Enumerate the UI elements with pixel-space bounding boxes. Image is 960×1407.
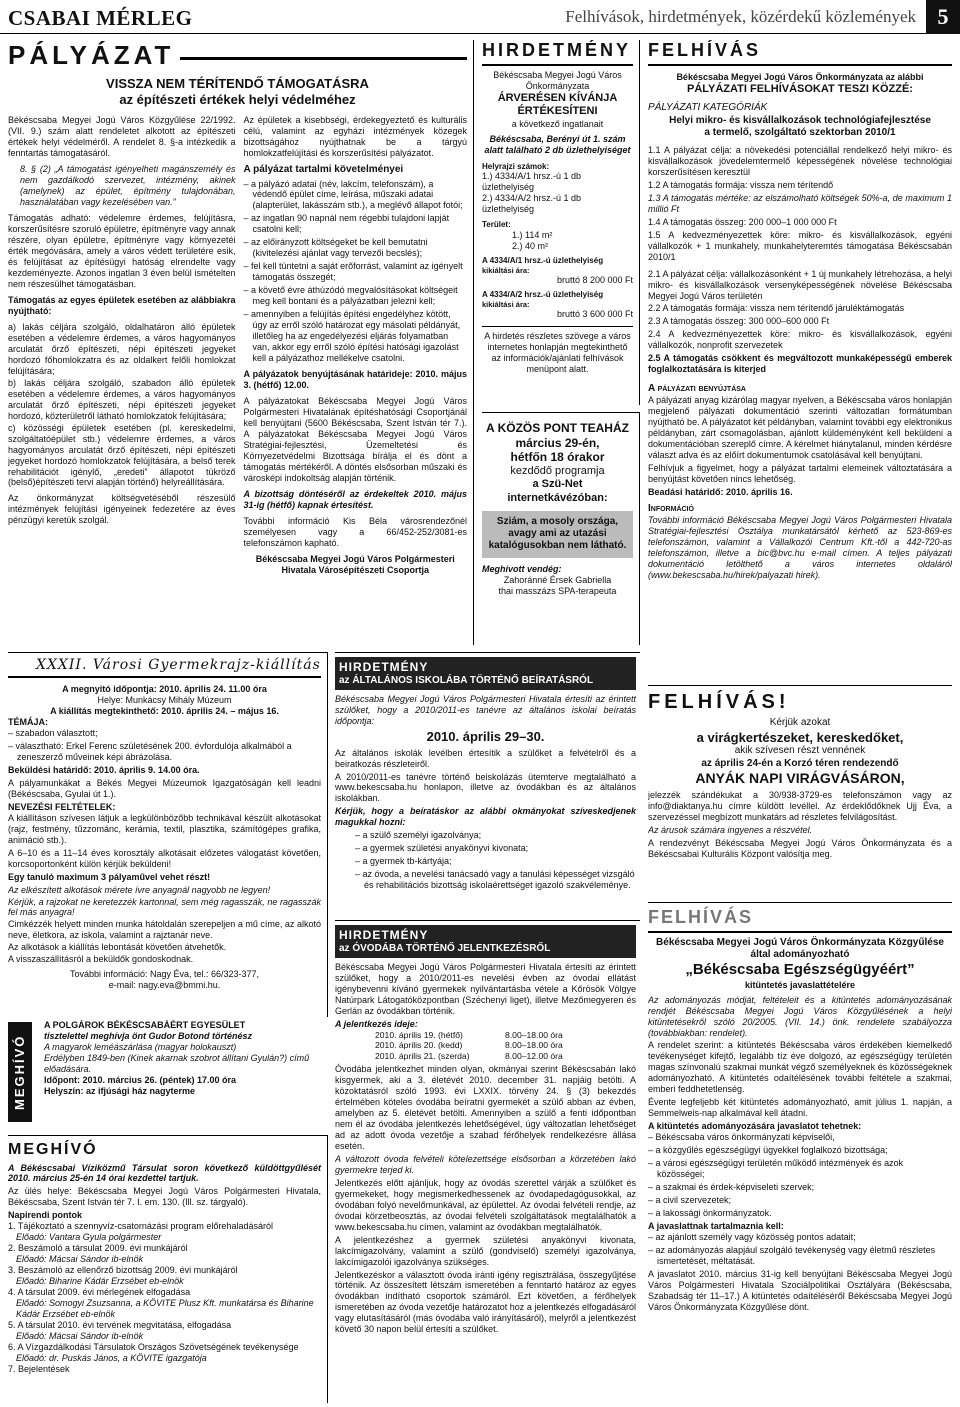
- list-item: 1.4 A támogatás összeg: 200 000–1 000 000 Ft: [648, 216, 837, 227]
- list-item: Előadó: Vantara Gyula polgármester: [16, 1232, 162, 1243]
- terulet-label: Terület:: [482, 220, 511, 230]
- palyazat-req-title: A pályázat tartalmi követelményei: [243, 164, 404, 176]
- meghivo-vertical-label: MEGHÍVÓ: [8, 1022, 32, 1122]
- palyazat-article: [8, 40, 474, 645]
- kikialtas-2-label: A 4334/A/2 hrsz.-ú üzlethelyiség: [482, 289, 604, 299]
- list-item: 3. Beszámoló az ellenőrző bizottság 2009. évi munkájáról: [8, 1265, 238, 1276]
- palyazat-merteke: Támogatás az egyes épületek esetében az alábbiakra nyújtható:: [8, 294, 236, 316]
- list-item: – a gyermek születési anyakönyvi kivonata;: [355, 843, 636, 854]
- felhivas3-l6: Évente legfeljebb két kitüntetés adományozható, amit július 1. napján, a Semmelweis-nap alkalmával kell átadni.: [648, 1097, 952, 1119]
- felhivas3-l3: kitüntetés javaslattételére: [744, 979, 856, 990]
- hird2-p1: Békéscsaba Megyei Jogú Város Polgármesteri Hivatala értesíti az érintett szülőket, hogy a 2010/2011-es tanévre az általános iskolai beíratás időpontja:: [335, 693, 636, 726]
- hrsz-label: Helyrajzi számok:: [482, 161, 550, 171]
- palyazat-col2a: Az épületek a kisebbségi, érdekegyeztető és kulturális célú, valamint az egyházi intézmények közegek bizottságához nyújthatnak be a tárgyú homlokzatfelújítási és korszerűsítési pályázatot.: [243, 115, 467, 159]
- list-item: – választható: Erkel Ferenc születésének 200. évfordulója alkalmából a zeneszerző műveinek képi ábrázolása.: [8, 741, 321, 763]
- list-item: – Békéscsaba város önkormányzati képviselői,: [648, 1132, 952, 1143]
- palyazat-sub2: az építészeti értékek helyi védelméhez: [119, 91, 356, 107]
- list-item: – a városi egészségügyi területén működő intézmények és azok közösségei;: [648, 1158, 952, 1180]
- felhivas3-l9: A javaslatot 2010. március 31-ig kell benyújtani Békéscsaba Megyei Jogú Város Polgármesteri Hivatala Szociálpolitikai Osztályára (Békéscsaba, Szabadság tér 11–17.) A kitüntetés odaítéléséről Békéscsaba Megyei Jogú Város Önkormányzata Közgyűlése dönt.: [648, 1268, 952, 1312]
- felhivas2-l3: akik szívesen részt vennének: [734, 745, 866, 757]
- hirdetmeny-foot: A hirdetés részletes szövege a város internetes honlapján megtekinthető az információk/ajánlati felhívások menüpont alatt.: [484, 330, 631, 374]
- list-item: – a közgyűlés egészségügyi ügyekkel foglalkozó bizottsága;: [648, 1145, 952, 1156]
- meghivo2-l3: Napirendi pontok: [8, 1210, 82, 1221]
- list-item: – az óvoda, a nevelési tanácsadó vagy a tanulási képességet vizsgáló és rehabilitációs bizottság iskolaérettséget igazoló szakvéleménye.: [355, 869, 636, 891]
- palyazat-title: PÁLYÁZAT: [8, 40, 175, 70]
- teahaz-g3: katalógusokban nem látható.: [488, 540, 627, 552]
- hrsz-2: 2.) 4334/A/2 hrsz.-ú 1 db üzlethelyiség: [482, 193, 582, 215]
- table-row: [375, 1051, 636, 1061]
- table-cell: 8.00–18.00 óra: [505, 1040, 563, 1051]
- hirdetmeny-l3: a következő ingatlanait: [511, 118, 604, 129]
- meghivo1-l1: A POLGÁROK BÉKÉSCSABÁÉRT EGYESÜLET: [44, 1020, 246, 1030]
- list-item: 1.3 A támogatás mértéke: az elszámolható költségek 50%-a, de maximum 1 millió Ft: [648, 192, 952, 214]
- palyazat-b: b) lakás céljára szolgáló, szabadon álló épületek esetében a védelemre érdemes, a város hagyományos arculatát őrző építészeti, népi építészeti jegyeket hordozó, közterületről látható homlokzatok felújítására;: [8, 377, 236, 421]
- beadasi-hatarido: Beadási határidő: 2010. április 16.: [648, 487, 793, 498]
- gyermekrajz-l2: Helye: Munkácsy Mihály Múzeum: [97, 695, 232, 706]
- palyazat-sign: Békéscsaba Megyei Jogú Város Polgármesteri Hivatala Városépítészeti Csoportja: [255, 553, 455, 575]
- teahaz-t5: a Szü-Net: [532, 478, 583, 491]
- list-item: 1. Tájékoztató a szennyvíz-csatornázási program előrehaladásáról: [8, 1221, 273, 1232]
- list-item: – a szülő személyi igazolványa;: [355, 830, 636, 841]
- page-number: 5: [926, 0, 960, 34]
- felhivas2-l5: ANYÁK NAPI VIRÁGVÁSÁRON,: [695, 769, 905, 786]
- info-title: Információ: [648, 503, 694, 515]
- teahaz-v2: Zahoránné Érsek Gabriella: [503, 574, 612, 585]
- meghivo1-l4: Erdélyben 1849-ben (Kinek akarnak szobrot állítani Gyulán?) című előadására.: [44, 1052, 310, 1074]
- hirdetmeny-arveres: [482, 40, 640, 405]
- felhivas1-title: FELHÍVÁS: [648, 40, 952, 66]
- jelentkezes-table: [335, 1030, 636, 1061]
- gyermekrajz-egy: Egy tanuló maximum 3 pályaművel vehet részt!: [8, 871, 211, 882]
- teahaz-v1: Meghívott vendég:: [482, 563, 562, 574]
- gyermekrajz-it1: Az elkészített alkotások mérete ívre anyagnál nagyobb ne legyen!: [8, 884, 271, 895]
- felhivas1-l4: Helyi mikro- és kisvállalkozások technológiafejlesztése a termelő, szolgáltató szektorban 2010/1: [669, 114, 931, 138]
- hird3-subtitle: az ÓVODÁBA TÖRTÉNŐ JELENTKEZÉSRŐL: [339, 942, 551, 954]
- gyermekrajz-l3: A kiállítás megtekinthető: 2010. április 24. – május 16.: [50, 706, 279, 717]
- felhivas1-l2: PÁLYÁZATI FELHÍVÁSOKAT TESZI KÖZZÉ:: [687, 82, 913, 95]
- meghivo-vizikozmu: [8, 1135, 328, 1403]
- hird3-p6: Jelentkezéskor a választott óvoda iránti igény regisztrálása, összegyűjtése történik. Az összesített létszám ismeretében a fenntartó határoz az egyes óvodákban indítható csoportok számáról. Ezt követően, a férőhelyek ismeretében az óvoda vezetője határozatot hoz a jelentkezés elfogadásáról vagy elutasításáról (más óvodába való irányításáról), melyről a jelentkezést követő 30 napon belül értesíti a szülőket.: [335, 1269, 636, 1335]
- teahaz-t4: kezdődő programja: [510, 464, 605, 477]
- newspaper-title: CSABAI MÉRLEG: [8, 6, 193, 30]
- gyermekrajz-it2: Kérjük, a rajzokat ne keretezzék kartonnal, sem még ragasszák, ne ragasszák fel más anyagra!: [8, 896, 321, 918]
- felhivas-viragvasar: [648, 685, 952, 897]
- felhivas2-l1: Kérjük azokat: [769, 717, 831, 729]
- palyazat-req-list: [244, 179, 468, 365]
- terulet-1: 1.) 114 m²: [512, 229, 553, 240]
- hird2-subtitle: az ÁLTALÁNOS ISKOLÁBA TÖRTÉNŐ BEÍRATÁSRÓL: [339, 674, 594, 686]
- felhivas3-l8: A javaslattnak tartalmaznia kell:: [648, 1221, 784, 1231]
- felhivas1-items: [648, 145, 952, 375]
- hird3-p3: A változott óvoda felvételi kötelezettsége elsősorban a körzetében lakó gyermekre terjed ki.: [335, 1153, 636, 1175]
- teahaz-t2: március 29-én,: [515, 435, 600, 450]
- list-item: – az adományozás alapjául szolgáló tevékenység vagy életmű részletes ismertetését, méltatását.: [648, 1245, 952, 1267]
- teahaz-ad: [482, 412, 640, 645]
- felhivas3-l5: A rendelet szerint: a kitüntetés Békéscsaba város érdekében kiemelkedő tevékenységet kifejtő, legalább tíz éve dolgozó, az egészségügy területén magas színvonalú szakmai munkát végző személyeknek és közösségeknek adományozható. A kitüntetés odaítélésének további feltétele a szakmai, emberi feddhetetlenség.: [648, 1040, 952, 1095]
- hirdetmeny-l1: Békéscsaba Megyei Jogú Város Önkormányzata: [493, 69, 622, 91]
- gyermekrajz-nev2: A 6–10 és a 11–14 éves korosztály alkotásait előzetes válogatást követően, korcsoportonként külön kérjük beküldeni!: [8, 847, 321, 869]
- list-item: Előadó: Mácsai Sándor ib-elnök: [16, 1254, 144, 1265]
- hirdetmeny-ovoda: [335, 920, 640, 1402]
- table-cell: 2010. április 19. (hétfő): [375, 1029, 463, 1040]
- hird3-p2: Óvodába jelentkezhet minden olyan, okmányai szerint Békéscsabán lakó kisgyermek, aki a 3. életévét 2010. december 31. napjáig betölti. A közoktatásról szóló 1993. évi LXXIX. törvény 24. § (3) bekezdés értelmében köteles óvodába beíratni gyermekét a szülő abban az évben, amelyben az 5. életévét betölti. Amennyiben a szülő a fenti időpontban nem él az óvodába jelentkezés lehetőségével, úgy változatlan lehetőséget ad az adott óvoda vezetője a szabad férőhelyek rendelkezésre állása esetén.: [335, 1064, 636, 1151]
- list-item: 2.5 A támogatás csökkent és megváltozott munkaképességű emberek foglalkoztatására is kiterjed: [648, 353, 952, 375]
- teahaz-g2: avagy ami az utazási: [508, 528, 607, 540]
- felhivas2-l7: Az árusok számára ingyenes a részvétel.: [648, 824, 813, 835]
- list-item: – a civil szervezetek;: [648, 1195, 952, 1206]
- kikialtas-1-label: A 4334/A/1 hrsz.-ú üzlethelyiség: [482, 255, 604, 265]
- list-item: – a lakossági önkormányzatok.: [648, 1208, 952, 1219]
- info-text: További információ Békéscsaba Megyei Jogú Város Polgármesteri Hivatala Stratégiai-fejlesztési Osztálya munkatársától kérhető az 523-869-es telefonszámon, valamint a Vállalkozói Centrum Kft.-től a 442-720-as telefonszámon, illetve a bic@bvc.hu e-mail címen. A teljes pályázati dokumentáció letölthető a város internetes oldaláról (www.bekescsaba.hu/hirek/palyazati hirek).: [648, 515, 952, 581]
- kikialtas-1-sub: kikiáltási ára:: [482, 265, 530, 275]
- list-item: 4. A társulat 2009. évi mérlegének elfogadása: [8, 1287, 191, 1298]
- felhivas3-l2: „Békéscsaba Egészségügyéért”: [685, 961, 915, 979]
- list-item: – a pályázó adatai (név, lakcím, telefonszám), a védendő épület címe, leírása, műszaki adatai (alapterület, lakásszám stb.), a meglévő állapot fotói;: [244, 179, 468, 212]
- felhivas1-l1: Békéscsaba Megyei Jogú Város Önkormányzata az alábbi: [676, 71, 924, 82]
- gyermekrajz-nev-title: NEVEZÉSI FELTÉTELEK:: [8, 801, 116, 812]
- gyermekrajz-cimk: Cimkézzék helyett minden munka hátoldalán szerepeljen a mű címe, az alkotó neve, életkora, az iskola, valamint a rajztanár neve.: [8, 919, 321, 941]
- teahaz-v3: thai masszázs SPA-terapeuta: [498, 585, 617, 596]
- felhivas2-title: FELHÍVÁS!: [648, 691, 790, 713]
- list-item: – fel kell tüntetni a saját erőforrást, valamint az igényelt támogatás összegét;: [244, 261, 468, 283]
- terulet-2: 2.) 40 m²: [512, 240, 549, 251]
- felhivas-palyazati: [648, 40, 952, 680]
- felhivas-egeszsegugy: [648, 902, 952, 1402]
- list-item: 2.4 A kedvezményezettek köre: mikro- és kisvállalkozások, egyéni vállalkozók, nonprofit szervezetek: [648, 329, 952, 351]
- hird3-jelentkezes-title: A jelentkezés ideje:: [335, 1018, 418, 1029]
- gyermekrajz-temak: TÉMÁJA:: [8, 716, 48, 727]
- felhivas2-l8: A rendezvényt Békéscsaba Megyei Jogú Város Önkormányzata és a Békéscsabai Kulturális Központ valósítja meg.: [648, 837, 952, 859]
- list-item: Előadó: Mácsai Sándor ib-elnök: [16, 1331, 144, 1342]
- list-item: 1.5 A kedvezményezettek köre: mikro- és kisvállalkozások, egyéni vállalkozók + 1 munkahely, munkahelyteremtés támogatása Békéscsabán 2010/1: [648, 229, 952, 262]
- meghivo1-l3: A magyarok leméászárlása (magyar holokauszt): [44, 1041, 237, 1052]
- list-item: Előadó: Biharinе Kádár Erzsébet eb-elnök: [16, 1276, 184, 1287]
- list-item: – az ingatlan 90 napnál nem régebbi tulajdoni lapját csatolni kell;: [244, 213, 468, 235]
- hird2-p4: Kérjük, hogy a beíratáskor az alábbi okmányokat szíveskedjenek magukkal hozni:: [335, 806, 636, 828]
- hird3-p5: A jelentkezéshez a gyermek születési anyakönyvi kivonata, lakcímigazolvány, valamint a szülő (gondviselő) személyi igazolványa, lakcímigazolói igazolványa szükséges.: [335, 1234, 636, 1267]
- list-item: – az előirányzott költségeket be kell bemutatni (kivitelezési ajánlat vagy tervezői becslés);: [244, 237, 468, 259]
- list-item: 1.2 A támogatás formája: vissza nem térítendő: [648, 179, 834, 190]
- list-item: 5. A társulat 2010. évi tervének megvitatása, elfogadása: [8, 1320, 232, 1331]
- gyermekrajz-alk: Az alkotások a kiállítás lebontását követően átvehetők.: [8, 942, 227, 953]
- list-item: – a szakmai és érdek-képviseleti szervek;: [648, 1182, 952, 1193]
- gyermekrajz-bekuld: Beküldési határidő: 2010. április 9. 14.00 óra.: [8, 764, 200, 775]
- meghivo1-l5: Időpont: 2010. március 26. (péntek) 17.00 óra: [44, 1074, 237, 1085]
- list-item: – a követő évre áthúzódó megvalósításokat költségeit meg kell bontani és a pályázatban jelezni kell;: [244, 285, 468, 307]
- palyazat-deadline: A pályázatok benyújtásának határideje: 2010. május 3. (hétfő) 12.00.: [243, 369, 467, 390]
- gyermekrajz-title: XXXII. Városi Gyermekrajz-kiállítás: [8, 657, 321, 678]
- list-item: 7. Bejelentések: [8, 1363, 70, 1374]
- list-item: Előadó: Somogyi Zsuzsanna, a KÖVITE Plusz Kft. munkatársa és Biharinе Kádár Erzsébet eb-elnök: [16, 1298, 314, 1320]
- table-cell: 2010. április 21. (szerda): [375, 1050, 470, 1061]
- gyermekrajz-cim: A pályamunkákat a Békés Megyei Múzeumok Igazgatóságán kell leadni (Békéscsaba, Gyulai út 1.).: [8, 777, 321, 799]
- hird2-title: HIRDETMÉNY: [339, 660, 429, 674]
- meghivo1-l2: tisztelettel meghívja önt Gudor Botond történész: [44, 1030, 253, 1041]
- hirdetmeny-l4: Békéscsaba, Berényi út 1. szám alatt található 2 db üzlethelyiséget: [484, 133, 631, 155]
- felhivas3-l1: Békéscsaba Megyei Jogú Város Önkormányzata Közgyűlése által adományozható: [656, 936, 944, 961]
- benyujt-text2: Felhívjuk a figyelmet, hogy a pályázat tartalmi elemeinek változtatására a benyújtást követően nincs lehetőség.: [648, 463, 952, 485]
- list-item: 2.1 A pályázat célja: vállalkozásonként + 1 új munkahely létrehozása, a helyi mikro- és kisvállalkozások versenyképességének növelése Békéscsaba Megyei Jogú Város területén: [648, 268, 952, 301]
- teahaz-t3: hétfőn 18 órakor: [510, 450, 605, 465]
- palyazat-c: c) közösségi épületek esetében (pl. kereskedelmi, szolgáltatóépület stb.) védelemre érdemes, a város hagyományos arculatát őrző építészeti, népi építészeti jegyeket hordozó homlokzatok felújítására, a belső terek rehabilitációt igénylő, „eredeti” állapotot tükröző (belső)építészeti tervi alapján történő) helyreállítására.: [8, 422, 236, 488]
- table-cell: 8.00–12.00 óra: [505, 1050, 563, 1061]
- gyermekrajz-mail: e-mail: nagy.eva@bmmi.hu.: [108, 980, 221, 991]
- hird3-p1: Békéscsaba Megyei Jogú Város Polgármesteri Hivatala értesíti az érintett szülőket, hogy a 2010/2011-es nevelési évben az óvodai ellátást igénybevenni kívánó gyermekek nyilvántartásba vétele a Kőrösök Völgye Natúrpark Látogatóközpontban (Széchenyi liget), illetve Mezőmegyeren és Gerlán az óvodákban történik.: [335, 961, 636, 1016]
- hird2-date: 2010. április 29–30.: [426, 728, 545, 744]
- list-item: – a gyermek tb-kártyája;: [355, 856, 636, 867]
- palyazat-a: a) lakás céljára szolgáló, oldalhatáron álló épületek esetében a védelemre érdemes, a város hagyományos arculatát őrző építészeti, népi építészeti jegyeket hordozó főhomlokzatra és az oldalkert felőli homlokzat felújítására;: [8, 321, 236, 376]
- felhivas2-l6: jelezzék szándékukat a 30/938-3729-es telefonszámon vagy az info@diaktanya.hu címre küldött levéllel. Az érdeklődőknek Ujj Éva, a szervezéssel megbízott munkatárs ad részletes felvilágosítást.: [648, 789, 952, 822]
- felhivas2-l4: az április 24-én a Korzó téren rendezendő: [701, 757, 899, 769]
- hird3-title: HIRDETMÉNY: [339, 928, 429, 942]
- kikialtas-1-price: bruttó 8 200 000 Ft: [556, 274, 633, 285]
- palyazat-onkorm: Az önkormányzat költségvetéséből részesülő intézmények felújítási igényeinek fedezetére az éves pénzügyi keretük szolgál.: [8, 493, 236, 526]
- meghivo2-l1: A Békéscsabai Víziközmű Társulat soron következő küldöttgyűlését 2010. március 25-én 14 órai kezdettel tartjuk.: [8, 1162, 321, 1184]
- page-header: [0, 0, 960, 34]
- list-item: 6. A Vízgazdálkodási Társulatok Országos Szövetségének tevékenysége: [8, 1342, 299, 1353]
- table-cell: 2010. április 20. (kedd): [375, 1040, 463, 1051]
- benyujt-title: A pályázati benyújtása: [648, 383, 746, 395]
- hirdetmeny-l2: ÁRVERÉSEN KÍVÁNJA ÉRTÉKESÍTENI: [497, 91, 618, 118]
- teahaz-t1: A KÖZÖS PONT TEAHÁZ: [486, 421, 629, 435]
- teahaz-g1: Sziám, a mosoly országa,: [496, 516, 619, 528]
- list-item: – amennyiben a felújítás építési engedélyhez kötött, úgy az erről szóló határozat egy másolati példányát, illetőleg ha az engedélyezési eljárás folyamatban van, akkor egy erről szóló építési hatósági igazolást kell a pályázathoz mellékelve csatolni.: [244, 309, 468, 364]
- hrsz-1: 1.) 4334/A/1 hrsz.-ú 1 db üzlethelyiség: [482, 171, 582, 193]
- gyermekrajz-article: [8, 652, 328, 1017]
- list-item: 2.2 A támogatás formája: vissza nem térítendő járuléktámogatás: [648, 303, 905, 314]
- felhivas3-l7: A kitüntetés adományozására javaslatot tehetnek:: [648, 1121, 862, 1132]
- hird2-p2: Az általános iskolák levélben értesítik a szülőket a felvételről és a beiratkozás részleteiről.: [335, 747, 636, 769]
- felhivas3-l4: Az adományozás módját, feltételeit és a kitüntetés adományozásának rendjét Békéscsaba Megyei Jogú Város Közgyűlésének a helyi kitüntetésekről szóló 20/2005. (VII. 14.) önk. rendelete szabályozza (továbbiakban: rendelet).: [648, 994, 952, 1038]
- palyazat-sub1: VISSZA NEM TÉRÍTENDŐ TÁMOGATÁSRA: [106, 75, 369, 91]
- felhivas3-title: FELHÍVÁS: [648, 907, 952, 933]
- felhivas1-l3: PÁLYÁZATI KATEGÓRIÁK: [648, 102, 768, 114]
- table-row: [375, 1040, 636, 1050]
- gyermekrajz-vissza: A visszaszállításról a beküldők gondoskodnak.: [8, 954, 194, 965]
- meghivo-polgarok: [40, 1020, 328, 1130]
- palyazat-tamog: Támogatás adható: védelemre érdemes, felújításra, korszerűsítésre szoruló épületre, építményre vagy annak részére, olyan épületre, építményre vagy környezetéi érték megóvására, amely a város védett területére esik, és felújításat az építésügyi hatóság elrendelte vagy kezdeményezte. Azonos ingatlan 3 éven belül ismételten nem részesülhet támogatásban.: [8, 213, 236, 289]
- meghivo2-title: MEGHÍVÓ: [8, 1141, 98, 1158]
- felhivas2-l2: a virágkertészeket, kereskedőket,: [696, 729, 904, 745]
- napirend-list: [8, 1221, 321, 1375]
- hirdetmeny-title: HIRDETMÉNY: [482, 40, 633, 66]
- list-item: – az ajánlott személy vagy közösség pontos adatait;: [648, 1232, 952, 1243]
- teahaz-t6: internetkávézóban:: [507, 491, 608, 504]
- palyazat-submit: A pályázatokat Békéscsaba Megyei Jogú Város Polgármesteri Hivatalának építéshatósági Csoportjánál kell benyújtani (5600 Békéscsaba, Szent István tér 7.). A pályázatokat Békéscsaba Megyei Jogú Város Stratégiai-fejlesztési, Üzemeltetési és Környezetvédelmi Bizottsága bírálja el és dönt a támogatás mértékéről. A döntés elsősorban műszaki és városképi indokoltság alapján történik.: [243, 395, 467, 483]
- gyermekrajz-nev: A kiállításon szívesen látjuk a legkülönbözőbb technikával készült alkotásokat (rajz, festmény, tűzzománc, kerámia, textil, plasztika, számítógépes grafika, animáció stb.).: [8, 812, 321, 845]
- gyermekrajz-info: További információ: Nagy Éva, tel.: 66/323-377,: [69, 969, 260, 980]
- palyazat-para8: 8. § (2) „A támogatást igényelheti magánszemély és nem gazdálkodó szervezet, intézmény, akinek (amelynek) az épület, építmény tulajdonában, használatában vagy kezelésében van.”: [20, 164, 236, 208]
- table-row: [375, 1030, 636, 1040]
- hird3-p4: Jelentkezés előtt ajánljuk, hogy az óvodás szerettel várják a szülőket és gyermekeket, hogy megismerkedhessenek az óvodapedagógusokkal, az óvodában folyó nevelőmunkával, az épülettel. Az óvodai felvételi rendje, az óvodai körzetbeosztás, az óvodai felvételi szolgáltatások megtalálhatók a www.bekescsaba.hu címen, valamint az óvodákban megtalálhatók.: [335, 1177, 636, 1232]
- list-item: Előadó: dr. Puskás János, a KÖVITE igazgatója: [16, 1352, 207, 1363]
- kikialtas-2-price: bruttó 3 600 000 Ft: [556, 308, 633, 319]
- hird2-p3: A 2010/2011-es tanévre történő beiskolázás ütemterve megtalálható a www.bekescsaba.hu honlapon, illetve az óvodákban és az általános iskolákban.: [335, 771, 636, 804]
- benyujt-text: A pályázati anyag kizárólag magyar nyelven, a Békéscsaba város honlapján megjelenő pályázati dokumentáció szerinti változatlan formátumban nyújtható be. A pályázatot két példányban, valamint további egy elektronikus példányban, zárt csomagolásban, ajánlott küldeményként kell beküldeni a dokumentációban szereplő címre. A kérelmet hiánytalanul, minden kérdésre választ adva és az előírt dokumentumok csatolásával kell benyújtani.: [648, 395, 952, 461]
- hirdetmeny-iskola: [335, 652, 640, 914]
- list-item: – szabadon választott;: [8, 728, 321, 739]
- gyermekrajz-l1: A megnyitó időpontja: 2010. április 24. 11.00 óra: [62, 684, 267, 695]
- kikialtas-2-sub: kikiáltási ára:: [482, 299, 530, 309]
- palyazat-info: További információ Kis Béla városrendezőnél személyesen vagy a 66/452-252/3081-es telefonszámon kapható.: [243, 515, 467, 548]
- list-item: 2.3 A támogatás összeg: 300 000–600 000 Ft: [648, 316, 830, 327]
- palyazat-decision: A bizottság döntéséről az érdekeltek 2010. május 31-ig (hétfő) kapnak értesítést.: [243, 488, 467, 510]
- section-title: Felhívások, hirdetmények, közérdekű közlemények: [565, 7, 916, 26]
- list-item: 1.1 A pályázat célja: a növekedési potenciállal rendelkező helyi mikro- és kisvállalkozások jövedelemtermelő képességének növelése technológiai korszerűsítésen keresztül: [648, 144, 952, 177]
- table-cell: 8.00–18.00 óra: [505, 1029, 563, 1040]
- meghivo2-l2: Az ülés helye: Békéscsaba Megyei Jogú Város Polgármesteri Hivatala, Békéscsaba, Szent István tér 7. I. em. 130. (Ill. sz. tárgyaló).: [8, 1186, 321, 1208]
- list-item: 2. Beszámoló a társulat 2009. évi munkájáról: [8, 1243, 188, 1254]
- palyazat-intro: Békéscsaba Megyei Jogú Város Közgyűlése 22/1992. (VII. 9.) szám alatt rendeletet alkotott az építészeti értékek helyi védelméről. A rendelet 8. §-a intézkedik a fenntartás támogatásáról.: [8, 115, 236, 159]
- meghivo1-l6: Helyszín: az ifjúsági ház nagyterme: [44, 1085, 196, 1096]
